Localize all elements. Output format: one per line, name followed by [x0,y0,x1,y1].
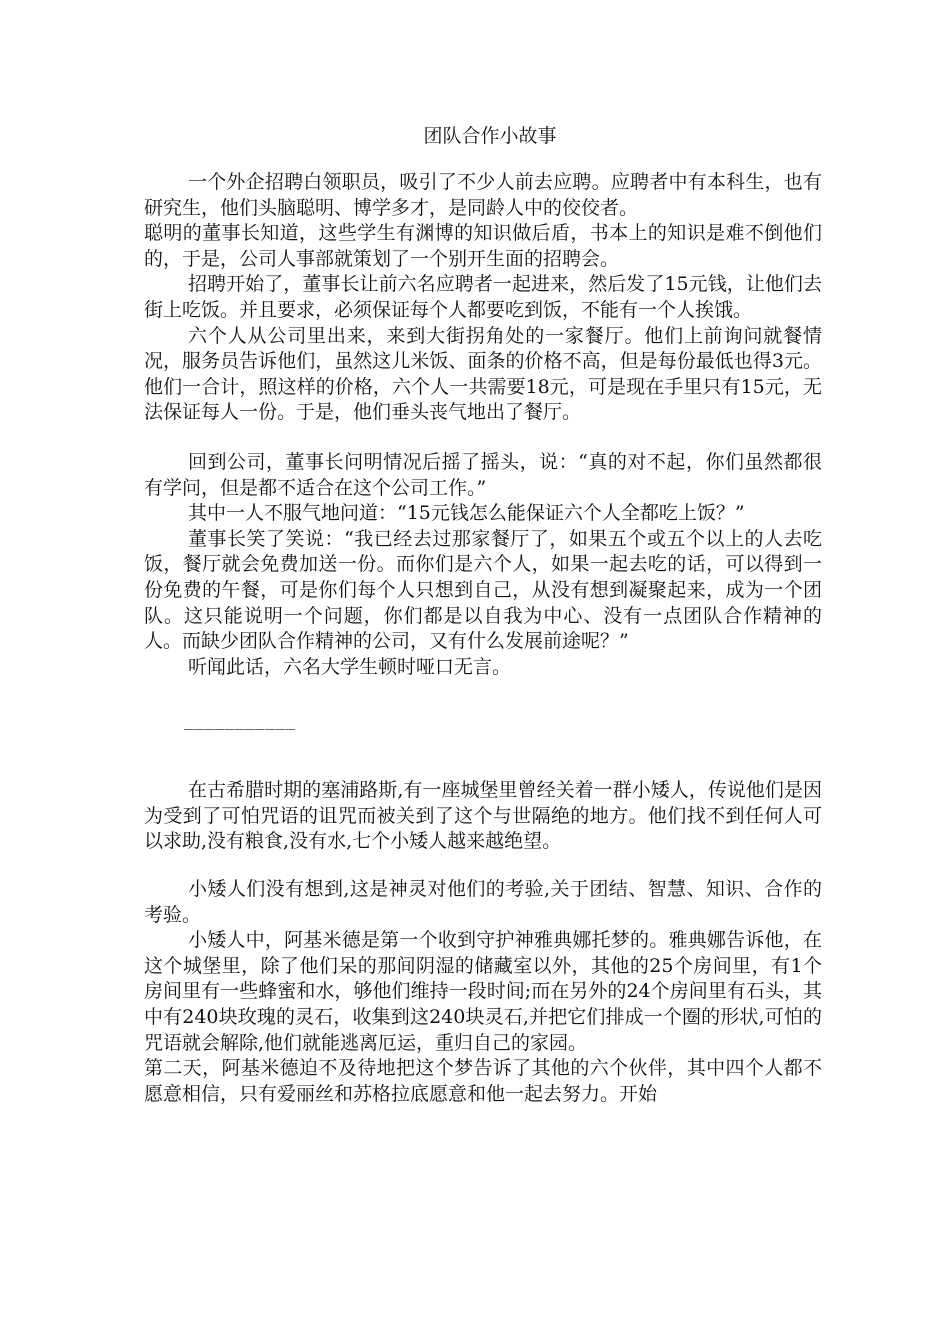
paragraph: 六个人从公司里出来，来到大街拐角处的一家餐厅。他们上前询问就餐情况，服务员告诉他们，虽然这儿米饭、面条的价格不高，但是每份最低也得3元。他们一合计，照这样的价格，六个人一共需要18元，可是现在手里只有15元，无法保证每人一份。于是，他们垂头丧气地出了餐厅。 [144,324,822,424]
paragraph: 聪明的董事长知道，这些学生有渊博的知识做后盾，书本上的知识是难不倒他们的，于是，公司人事部就策划了一个别开生面的招聘会。 [144,222,822,270]
paragraph: 回到公司，董事长问明情况后摇了摇头，说：“真的对不起，你们虽然都很有学问，但是都不适合在这个公司工作。” [144,450,822,499]
spacer [144,426,822,450]
paragraph: 在古希腊时期的塞浦路斯,有一座城堡里曾经关着一群小矮人，传说他们是因为受到了可怕咒语的诅咒而被关到了这个与世隔绝的地方。他们找不到任何人可以求助,没有粮食,没有水,七个小矮人越来越绝望。 [144,779,822,853]
document-title: 团队合作小故事 [423,125,557,147]
section-divider: ___________ [184,711,296,731]
paragraph: 第二天，阿基米德迫不及待地把这个梦告诉了其他的六个伙伴，其中四个人都不愿意相信，只有爱丽丝和苏格拉底愿意和他一起去努力。开始 [144,1057,822,1105]
paragraph: 小矮人们没有想到,这是神灵对他们的考验,关于团结、智慧、知识、合作的考验。 [144,878,822,926]
paragraph: 其中一人不服气地问道：“15元钱怎么能保证六个人全都吃上饭？” [188,502,745,525]
paragraph: 董事长笑了笑说：“我已经去过那家餐厅了，如果五个或五个以上的人去吃饭，餐厅就会免费加送一份。而你们是六个人，如果一起去吃的话，可以得到一份免费的午餐，可是你们每个人只想到自己，从没有想到凝聚起来，成为一个团队。这只能说明一个问题，你们都是以自我为中心、没有一点团队合作精神的人。而缺少团队合作精神的公司，又有什么发展前途呢？” [144,527,822,653]
paragraph: 听闻此话，六名大学生顿时哑口无言。 [188,655,512,678]
paragraph: 小矮人中，阿基米德是第一个收到守护神雅典娜托梦的。雅典娜告诉他，在这个城堡里，除了他们呆的那间阴湿的储藏室以外，其他的25个房间里，有1个房间里有一些蜂蜜和水，够他们维持一段时间;而在另外的24个房间里有石头，其中有240块玫瑰的灵石，收集到这240块灵石,并把它们排成一个圈的形状,可怕的咒语就会解除,他们就能逃离厄运，重归自己的家园。 [144,929,822,1054]
spacer [144,855,822,877]
paragraph: 一个外企招聘白领职员，吸引了不少人前去应聘。应聘者中有本科生，也有研究生，他们头脑聪明、博学多才，是同龄人中的佼佼者。 [144,171,822,219]
paragraph: 招聘开始了，董事长让前六名应聘者一起进来，然后发了15元钱，让他们去街上吃饭。并且要求，必须保证每个人都要吃到饭，不能有一个人挨饿。 [144,273,822,321]
